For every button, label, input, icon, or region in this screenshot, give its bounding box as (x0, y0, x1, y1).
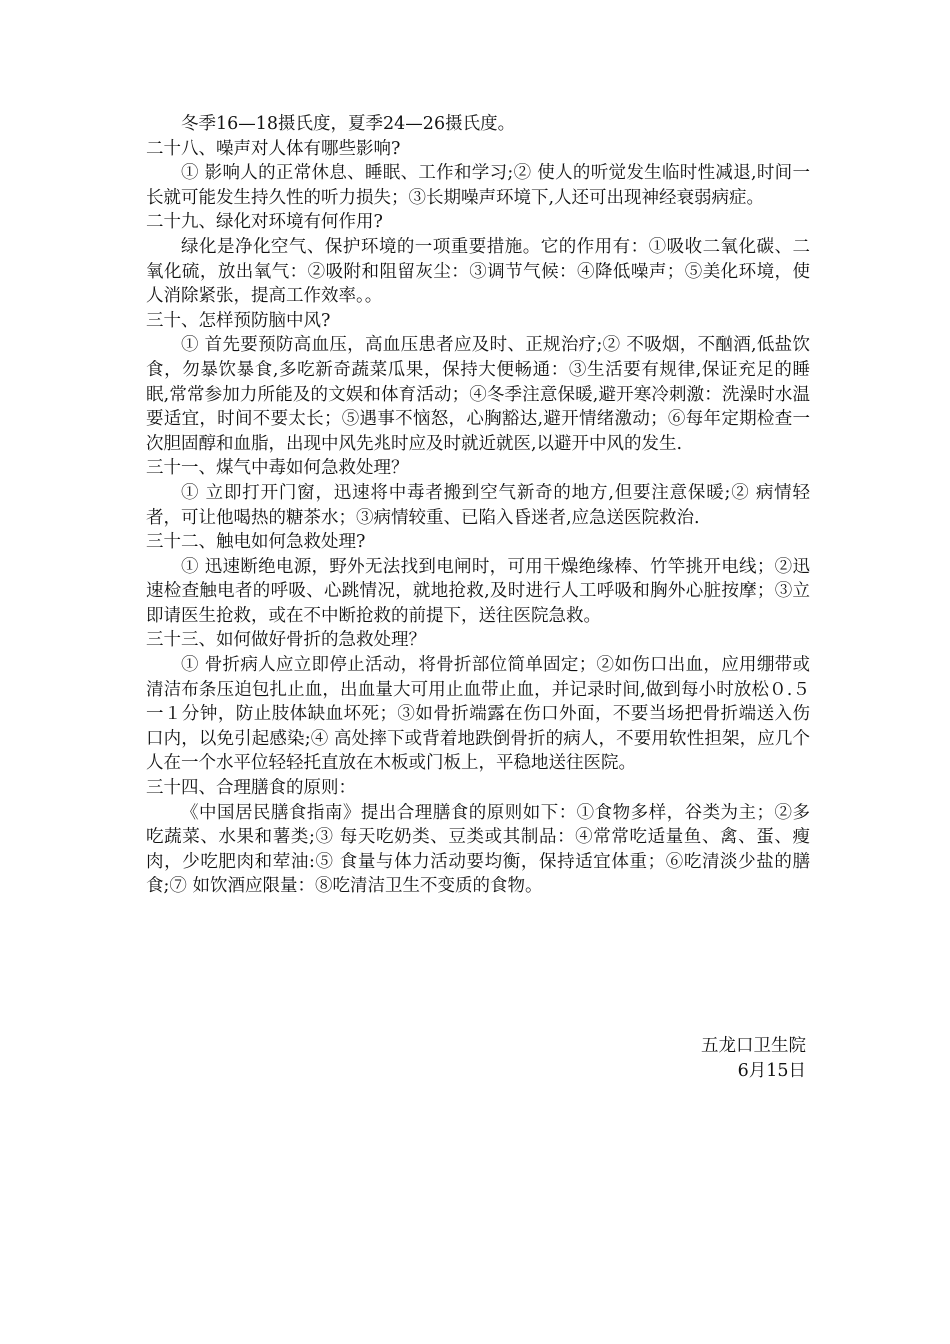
section-heading: 三十二、触电如何急救处理? (146, 532, 366, 553)
section-heading: 二十八、噪声对人体有哪些影响? (146, 138, 401, 159)
section-heading: 三十一、煤气中毒如何急救处理？ (146, 458, 409, 479)
section-body: 绿化是净化空气、保护环境的一项重要措施。它的作用有：①吸收二氧化碳、二氧化硫，放出氧气：②吸附和阻留灰尘：③调节气候：④降低噪声；⑤美化环境，使人消除紧张，提高工作效率。。 (146, 236, 810, 307)
intro-paragraph: 冬季16—18摄氏度，夏季24—26摄氏度。 (181, 114, 516, 134)
section-body: ① 首先要预防高血压，高血压患者应及时、正规治疗;② 不吸烟，不酗酒,低盐饮食，勿暴饮暴食,多吃新奇蔬菜瓜果，保持大便畅通：③生活要有规律,保证充足的睡眠,常常参加力所能及的文娱和体育活动；④冬季注意保暖,避开寒冷刺激：洗澡时水温要适宜，时间不要太长；⑤遇事不恼怒，心胸豁达,避开情绪激动；⑥每年定期检查一次胆固醇和血脂，出现中风先兆时应及时就近就医,以避开中风的发生. (146, 335, 810, 454)
section-heading: 三十四、合理膳食的原则： (146, 778, 356, 799)
section-body: ① 迅速断绝电源，野外无法找到电闸时，可用干燥绝缘棒、竹竿挑开电线；②迅速检查触电者的呼吸、心跳情况，就地抢救,及时进行人工呼吸和胸外心脏按摩；③立即请医生抢救，或在不中断抢救的前提下，送往医院急救。 (146, 556, 810, 626)
signature-block (146, 1034, 806, 1083)
section-body: 《中国居民膳食指南》提出合理膳食的原则如下：①食物多样，谷类为主；②多吃蔬菜、水果和薯类;③ 每天吃奶类、豆类或其制品：④常常吃适量鱼、禽、蛋、瘦肉，少吃肥肉和荤油:⑤ 食量与体力活动要均衡，保持适宜体重；⑥吃清淡少盐的膳食;⑦ 如饮酒应限量：⑧吃清洁卫生不变质的食物。 (146, 802, 810, 897)
document-body (146, 112, 810, 899)
section-heading: 二十九、绿化对环境有何作用? (146, 212, 383, 233)
section-body: ① 骨折病人应立即停止活动，将骨折部位简单固定；②如伤口出血，应用绷带或清洁布条压迫包扎止血，出血量大可用止血带止血，并记录时间,做到每小时放松０.５一１分钟，防止肢体缺血坏死；③如骨折端露在伤口外面，不要当场把骨折端送入伤口内，以免引起感染;④ 高处摔下或背着地跌倒骨折的病人，不要用软性担架，应几个人在一个水平位轻轻托直放在木板或门板上，平稳地送往医院。 (146, 655, 810, 774)
section-body: ① 影响人的正常休息、睡眠、工作和学习;② 使人的听觉发生临时性减退,时间一长就可能发生持久性的听力损失；③长期噪声环境下,人还可出现神经衰弱病症。 (146, 163, 810, 208)
signature-date: 6月15日 (737, 1060, 806, 1081)
signature-organization: 五龙口卫生院 (701, 1036, 806, 1056)
section-body: ① 立即打开门窗，迅速将中毒者搬到空气新奇的地方,但要注意保暖;② 病情轻者，可让他喝热的糖茶水；③病情较重、已陷入昏迷者,应急送医院救治. (146, 482, 810, 528)
section-heading: 三十、怎样预防脑中风? (146, 310, 331, 331)
section-heading: 三十三、如何做好骨折的急救处理？ (146, 630, 426, 651)
